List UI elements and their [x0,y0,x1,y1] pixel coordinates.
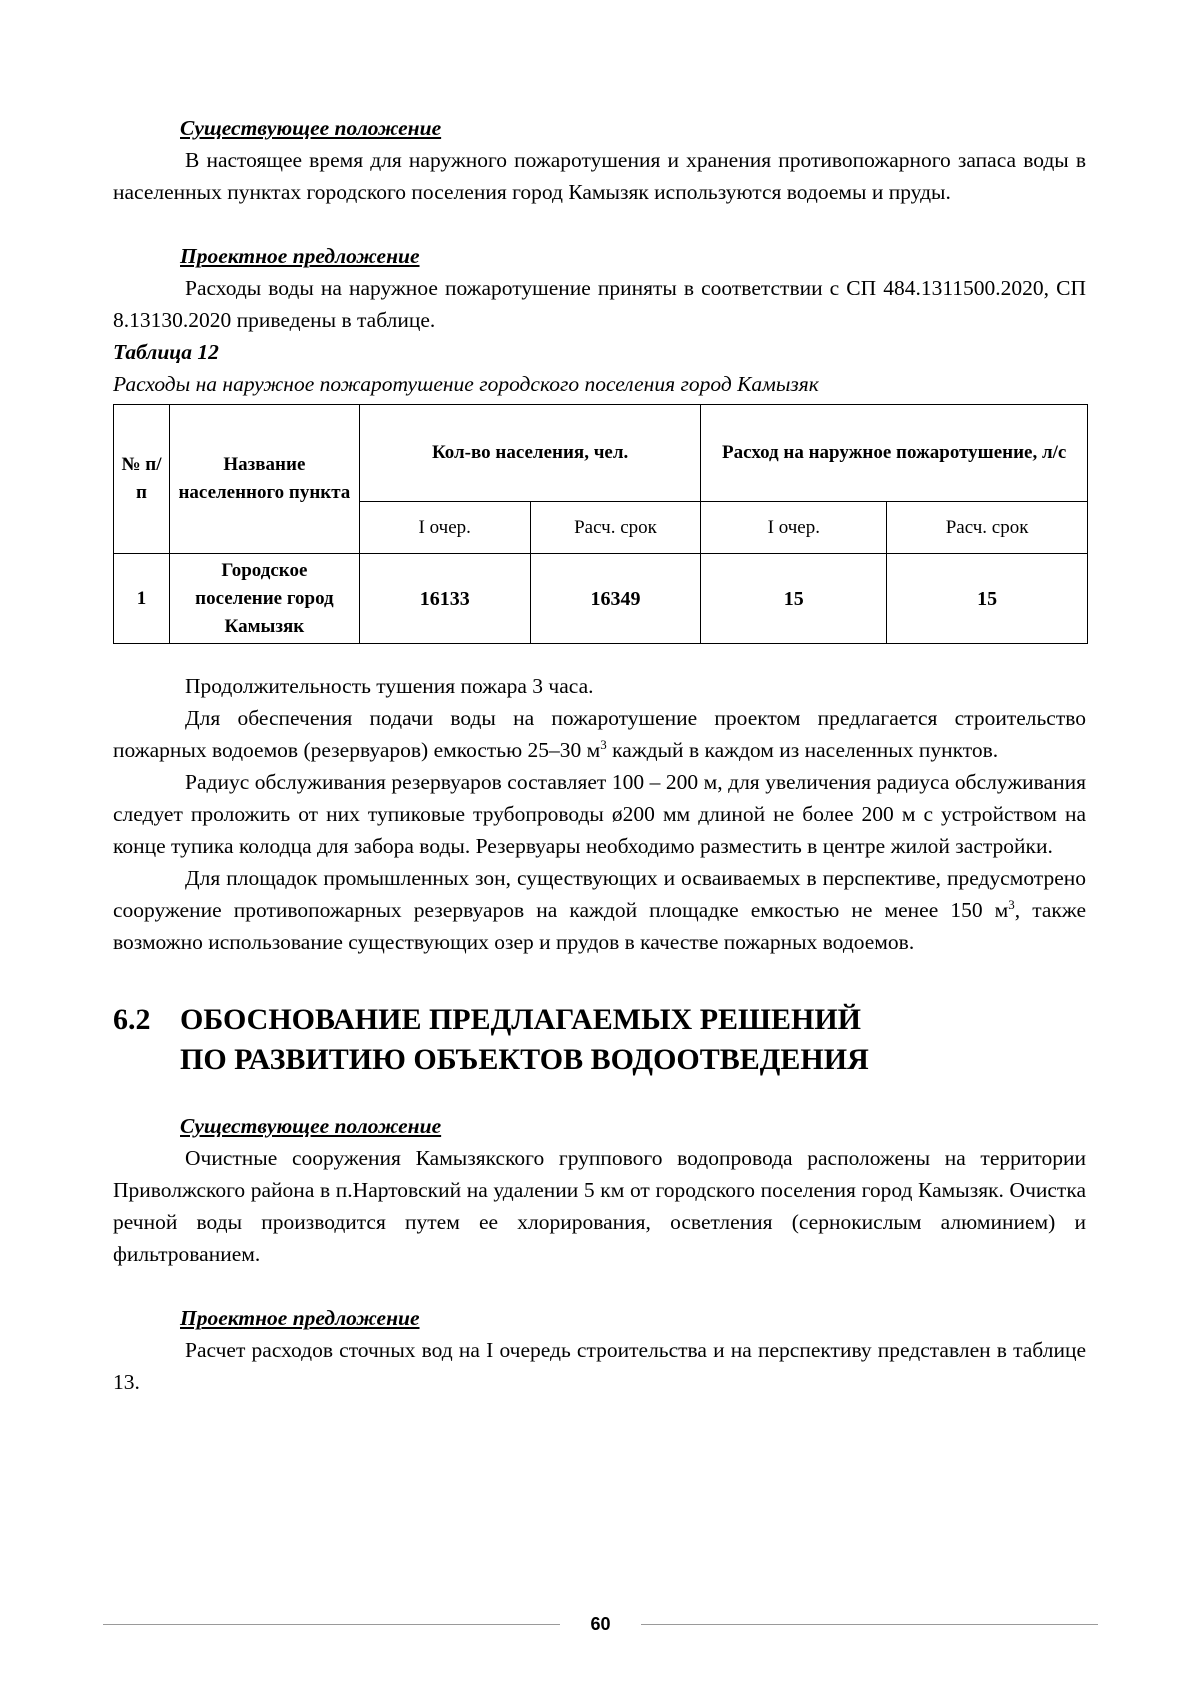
header-flow-first-stage: I очер. [701,502,887,554]
industrial-zones-text: Для площадок промышленных зон, существующих и осваиваемых в перспективе, предусмотрено сооружение противопожарных резервуаров на каждой площадке емкостью не менее 150 $м^3$, также возможно использование существующих озер и прудов в качестве пожарных водоемов. [113,866,1086,954]
project-proposal-heading-2: Проектное предложение [180,1306,420,1330]
header-population: Кол-во населения, чел. [359,405,701,502]
cell-pop-calc-period: 16349 [530,554,701,644]
cell-flow-calc-period: 15 [887,554,1088,644]
header-flow: Расход на наружное пожаротушение, л/с [701,405,1088,502]
page-content [113,112,1086,1398]
header-num: № п/п [114,405,170,554]
fire-water-flow-table [113,404,1088,644]
header-settlement-name: Название населенного пункта [169,405,359,554]
table-row [114,554,1088,644]
table-title: Расходы на наружное пожаротушение городского поселения город Камызяк [113,372,819,396]
project-proposal-heading: Проектное предложение [180,244,420,268]
page-number: 60 [590,1613,611,1634]
header-flow-calc-period: Расч. срок [887,502,1088,554]
service-radius-text: Радиус обслуживания резервуаров составляет 100 – 200 м, для увеличения радиуса обслуживания следует проложить от них тупиковые трубопроводы ø200 мм длиной не более 200 м с устройством на конце тупика колодца для забора воды. Резервуары необходимо разместить в центре жилой застройки. [113,770,1086,858]
header-pop-calc-period: Расч. срок [530,502,701,554]
existing-situation-text-2: Очистные сооружения Камызякского группового водопровода расположены на территории Приволжского района в п.Нартовский на удалении 5 км от городского поселения город Камызяк. Очистка речной воды производится путем ее хлорирования, осветления (сернокислым алюминием) и фильтрованием. [113,1146,1086,1266]
page-footer [103,1612,1098,1636]
section-number: 6.2 [113,1003,151,1036]
cell-flow-first-stage: 15 [701,554,887,644]
cell-num: 1 [114,554,170,644]
cell-pop-first-stage: 16133 [359,554,530,644]
project-proposal-text: Расходы воды на наружное пожаротушение приняты в соответствии с СП 484.1311500.2020, СП 8.13130.2020 приведены в таблице. [113,276,1086,332]
footer-rule-left [103,1624,560,1625]
reservoirs-text: Для обеспечения подачи воды на пожаротушение проектом предлагается строительство пожарных водоемов (резервуаров) емкостью 25–30 $м^3$ каждый в каждом из населенных пунктов. [113,706,1086,762]
cell-settlement-name: Городское поселение город Камызяк [169,554,359,644]
footer-rule-right [641,1624,1098,1625]
table-number: Таблица 12 [113,340,219,364]
project-proposal-text-2: Расчет расходов сточных вод на I очередь строительства и на перспективу представлен в таблице 13. [113,1338,1086,1394]
existing-situation-text: В настоящее время для наружного пожаротушения и хранения противопожарного запаса воды в населенных пунктах городского поселения город Камызяк используются водоемы и пруды. [113,148,1086,204]
existing-situation-heading-2: Существующее положение [180,1114,442,1138]
section-heading-6-2 [113,1000,1086,1080]
section-title: ОБОСНОВАНИЕ ПРЕДЛАГАЕМЫХ РЕШЕНИЙ ПО РАЗВИТИЮ ОБЪЕКТОВ ВОДООТВЕДЕНИЯ [180,1003,869,1076]
existing-situation-heading: Существующее положение [180,116,442,140]
fire-duration-text: Продолжительность тушения пожара 3 часа. [185,674,594,698]
header-pop-first-stage: I очер. [359,502,530,554]
